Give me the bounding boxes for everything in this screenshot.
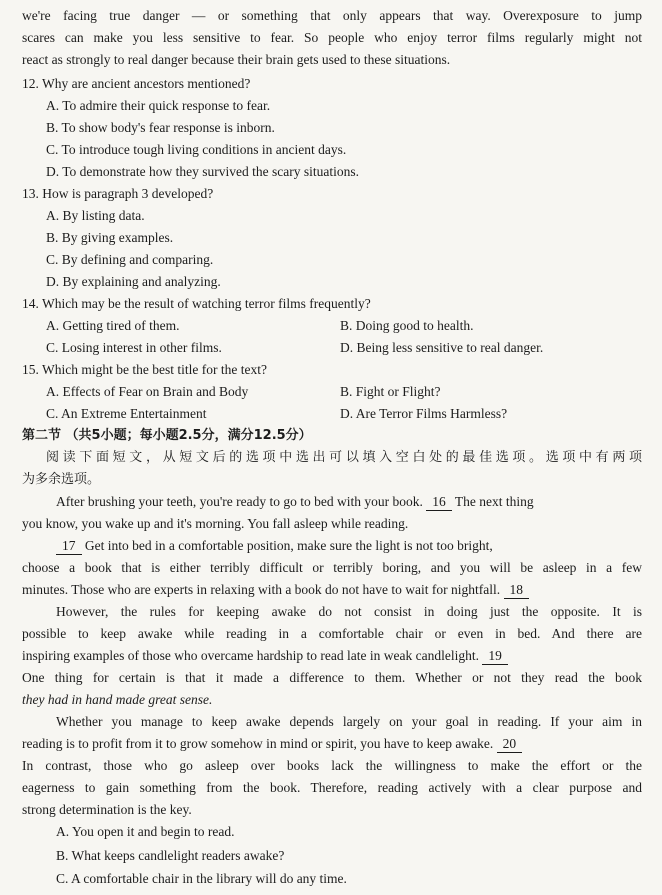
cloze-line: you know, you wake up and it's morning. You fall asleep while reading. <box>22 516 409 531</box>
question-stem-14: 14. Which may be the result of watching terror films frequently? <box>22 296 371 311</box>
cloze-line <box>22 734 522 754</box>
question-stem-13: 13. How is paragraph 3 developed? <box>22 186 214 201</box>
cloze-option-b: B. What keeps candlelight readers awake? <box>56 848 285 863</box>
option-13c: C. By defining and comparing. <box>46 252 214 267</box>
question-stem-12: 12. Why are ancient ancestors mentioned? <box>22 76 251 91</box>
cloze-line: However, the rules for keeping awake do not consist in doing just the opposite. It is <box>56 604 642 619</box>
cloze-text: The next thing <box>454 494 534 509</box>
question-stem-15: 15. Which might be the best title for the text? <box>22 362 267 377</box>
cloze-line: Whether you manage to keep awake depends largely on your goal in reading. If your aim in <box>56 714 642 729</box>
option-15c: C. An Extreme Entertainment <box>46 406 207 421</box>
section-instruction: 阅读下面短文，从短文后的选项中选出可以填入空白处的最佳选项。选项中有两项 <box>46 450 642 465</box>
cloze-line: possible to keep awake while reading in a comfortable chair or even in bed. And there are <box>22 626 642 641</box>
option-15d: D. Are Terror Films Harmless? <box>340 406 508 421</box>
blank-19: 19 <box>482 648 508 665</box>
option-12d: D. To demonstrate how they survived the scary situations. <box>46 164 359 179</box>
option-14d: D. Being less sensitive to real danger. <box>340 340 544 355</box>
option-12a: A. To admire their quick response to fear. <box>46 98 271 113</box>
option-13d: D. By explaining and analyzing. <box>46 274 221 289</box>
section-heading: 第二节 （共5小题；每小题2.5分，满分12.5分） <box>22 428 312 443</box>
option-12c: C. To introduce tough living conditions in ancient days. <box>46 142 347 157</box>
option-14c: C. Losing interest in other films. <box>46 340 222 355</box>
cloze-line <box>56 492 534 512</box>
cloze-line: choose a book that is either terribly difficult or terribly boring, and you will be asleep in a few <box>22 560 642 575</box>
cloze-line: In contrast, those who go asleep over books lack the willingness to make the effort or the <box>22 758 642 773</box>
cloze-line <box>56 536 493 556</box>
cloze-text: Get into bed in a comfortable position, make sure the light is not too bright, <box>84 538 493 553</box>
option-13b: B. By giving examples. <box>46 230 174 245</box>
blank-16: 16 <box>426 494 452 511</box>
cloze-text: After brushing your teeth, you're ready to go to bed with your book. <box>56 494 423 509</box>
passage-line: react as strongly to real danger because their brain gets used to these situations. <box>22 52 451 67</box>
passage-line: scares can make you less sensitive to fear. So people who enjoy terror films regularly might not <box>22 30 642 45</box>
cloze-line <box>22 646 508 666</box>
cloze-line: eagerness to gain something from the book. Therefore, reading actively with a clear purpose and <box>22 780 642 795</box>
cloze-option-c: C. A comfortable chair in the library will do any time. <box>56 871 347 886</box>
cloze-line: One thing for certain is that it made a difference to them. Whether or not they read the book <box>22 670 642 685</box>
option-14b: B. Doing good to health. <box>340 318 474 333</box>
passage-line: we're facing true danger — or something that only appears that way. Overexposure to jump <box>22 8 642 23</box>
option-14a: A. Getting tired of them. <box>46 318 180 333</box>
option-15a: A. Effects of Fear on Brain and Body <box>46 384 249 399</box>
cloze-text: reading is to profit from it to grow somehow in mind or spirit, you have to keep awake. <box>22 736 494 751</box>
blank-18: 18 <box>504 582 530 599</box>
section-instruction: 为多余选项。 <box>22 472 101 487</box>
option-13a: A. By listing data. <box>46 208 145 223</box>
blank-20: 20 <box>497 736 523 753</box>
blank-17: 17 <box>56 538 82 555</box>
option-15b: B. Fight or Flight? <box>340 384 441 399</box>
cloze-line <box>22 580 529 600</box>
cloze-option-a: A. You open it and begin to read. <box>56 824 235 839</box>
cloze-line: they had in hand made great sense. <box>22 692 213 707</box>
cloze-line: strong determination is the key. <box>22 802 192 817</box>
cloze-text: minutes. Those who are experts in relaxing with a book do not have to wait for nightfall. <box>22 582 501 597</box>
option-12b: B. To show body's fear response is inborn. <box>46 120 275 135</box>
cloze-text: inspiring examples of those who overcame hardship to read late in weak candlelight. <box>22 648 479 663</box>
